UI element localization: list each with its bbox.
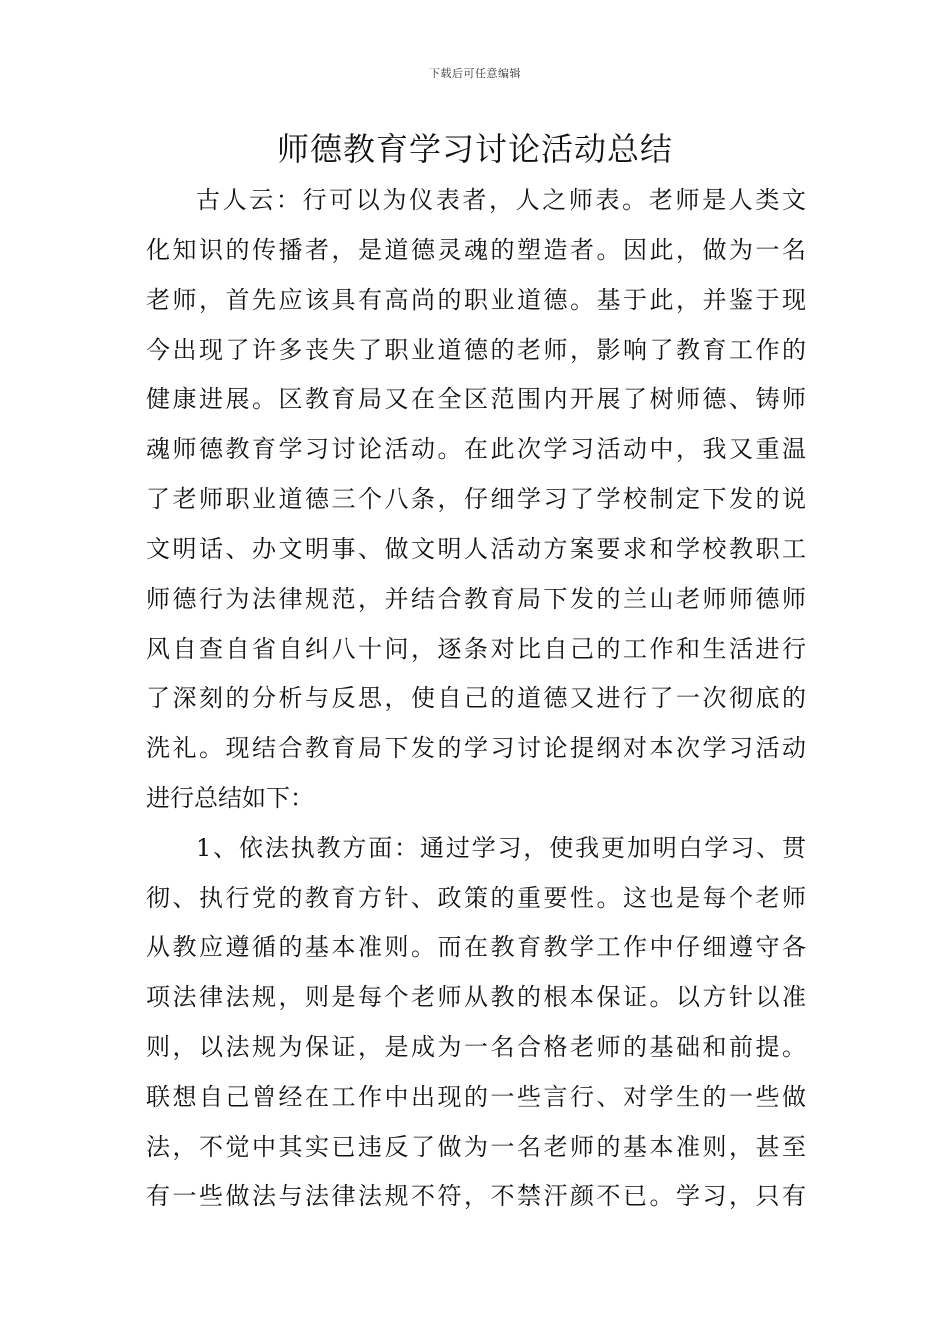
- body-line: 古人云：行可以为仪表者，人之师表。老师是人类文: [196, 186, 806, 214]
- body-line: 联想自己曾经在工作中出现的一些言行、对学生的一些做: [146, 1083, 806, 1111]
- body-line: 化知识的传播者，是道德灵魂的塑造者。因此，做为一名: [146, 236, 806, 264]
- body-line: 师德行为法律规范，并结合教育局下发的兰山老师师德师: [146, 585, 806, 613]
- body-line: 魂师德教育学习讨论活动。在此次学习活动中，我又重温: [146, 435, 806, 463]
- body-line: 老师，首先应该具有高尚的职业道德。基于此，并鉴于现: [146, 286, 806, 314]
- body-line: 1、依法执教方面：通过学习，使我更加明白学习、贯: [196, 834, 806, 862]
- body-line: 洗礼。现结合教育局下发的学习讨论提纲对本次学习活动: [146, 734, 806, 762]
- body-line: 法，不觉中其实已违反了做为一名老师的基本准则，甚至: [146, 1133, 806, 1161]
- body-line: 了老师职业道德三个八条，仔细学习了学校制定下发的说: [146, 485, 806, 513]
- body-line: 彻、执行党的教育方针、政策的重要性。这也是每个老师: [146, 884, 806, 912]
- header-note: 下载后可任意编辑: [429, 67, 521, 80]
- body-line: 风自查自省自纠八十问，逐条对比自己的工作和生活进行: [146, 635, 806, 663]
- body-line: 进行总结如下：: [146, 784, 314, 812]
- body-line: 健康进展。区教育局又在全区范围内开展了树师德、铸师: [146, 385, 806, 413]
- body-line: 文明话、办文明事、做文明人活动方案要求和学校教职工: [146, 535, 806, 563]
- body-line: 项法律法规，则是每个老师从教的根本保证。以方针以准: [146, 983, 806, 1011]
- body-line: 有一些做法与法律法规不符，不禁汗颜不已。学习，只有: [146, 1182, 806, 1210]
- body-line: 了深刻的分析与反思，使自己的道德又进行了一次彻底的: [146, 684, 806, 712]
- body-line: 从教应遵循的基本准则。而在教育教学工作中仔细遵守各: [146, 933, 806, 961]
- body-line: 今出现了许多丧失了职业道德的老师，影响了教育工作的: [146, 336, 806, 364]
- document-title: 师德教育学习讨论活动总结: [276, 130, 673, 168]
- body-line: 则，以法规为保证，是成为一名合格老师的基础和前提。: [146, 1033, 806, 1061]
